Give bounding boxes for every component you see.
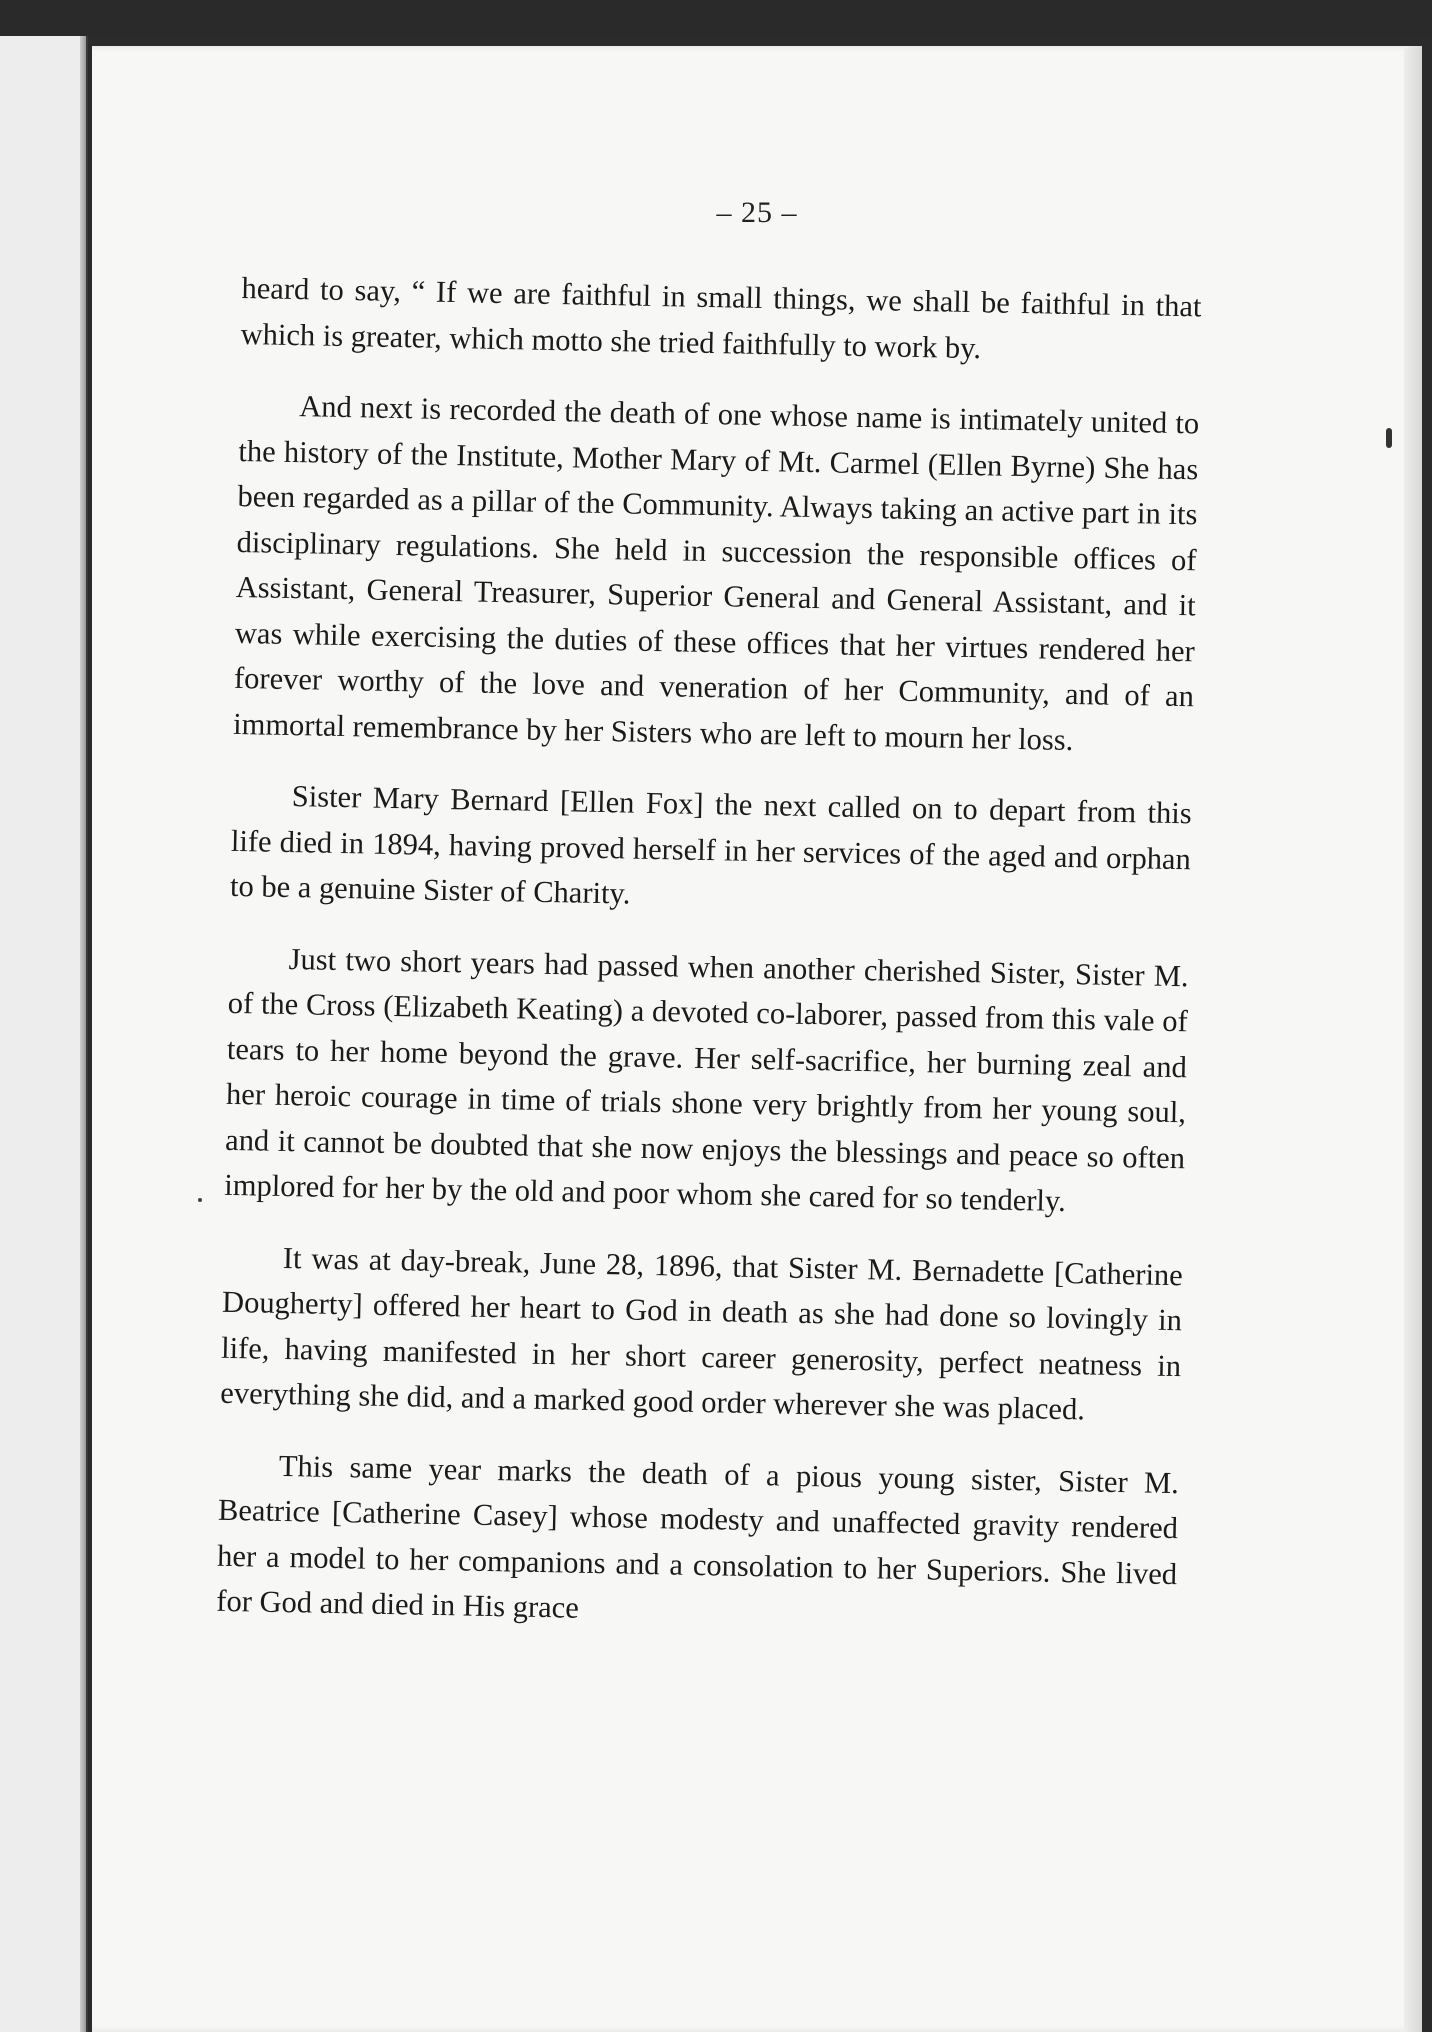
paragraph-2: And next is recorded the death of one whose name is intimately united to the history of the Institute, Mother Mary of Mt. Carmel (Ellen Byrne) She has been regarded as a pillar of the Community. Always taking an active part in its disciplinary regulations. She held in succession the responsible offices of Assistant, General Treasurer, Superior General and General Assistant, and it was while exercising the duties of these offices that her virtues rendered her forever worthy of the love and veneration of her Community, and of an immortal remembrance by her Sisters who are left to mourn her loss.	[232, 389, 1200, 757]
gutter-shadow	[80, 36, 86, 2032]
page-number: – 25 –	[716, 196, 798, 229]
scan-top-bar	[0, 0, 1432, 36]
margin-ink-mark	[1386, 428, 1392, 448]
facing-page-edge	[0, 36, 88, 2032]
page-edge-shadow	[1404, 46, 1422, 2032]
book-page	[92, 46, 1422, 2032]
paragraph-1: heard to say, “ If we are faithful in small things, we shall be faithful in that which is greater, which motto she tried faithfully to work by.	[240, 270, 1202, 365]
body-text	[215, 266, 1201, 1669]
margin-dot-mark	[198, 1198, 202, 1202]
paragraph-4: Just two short years had passed when another cherished Sister, Sister M. of the Cross (Elizabeth Keating) a devoted co-laborer, passed from this vale of tears to her home beyond the grave. Her self-sacrifice, her burning zeal and her heroic courage in time of trials shone very brightly from her young soul, and it cannot be doubted that she now enjoys the blessings and peace so often implored for her by the old and poor whom she cared for so tenderly.	[224, 941, 1189, 1218]
paragraph-5: It was at day-break, June 28, 1896, that Sister M. Bernadette [Catherine Dougherty] offered her heart to God in death as she had done so lovingly in life, having manifested in her short career generosity, perfect neatness in everything she did, and a marked good order wherever she was placed.	[220, 1240, 1184, 1427]
paragraph-3: Sister Mary Bernard [Ellen Fox] the next called on to depart from this life died in 1894, having proved herself in her services of the aged and orphan to be a genuine Sister of Charity.	[229, 779, 1192, 911]
paragraph-6: This same year marks the death of a pious young sister, Sister M. Beatrice [Catherine Casey] whose modesty and unaffected gravity rendered her a model to her companions and a consolation to her Superiors. She lived for God and died in His grace	[216, 1448, 1180, 1625]
